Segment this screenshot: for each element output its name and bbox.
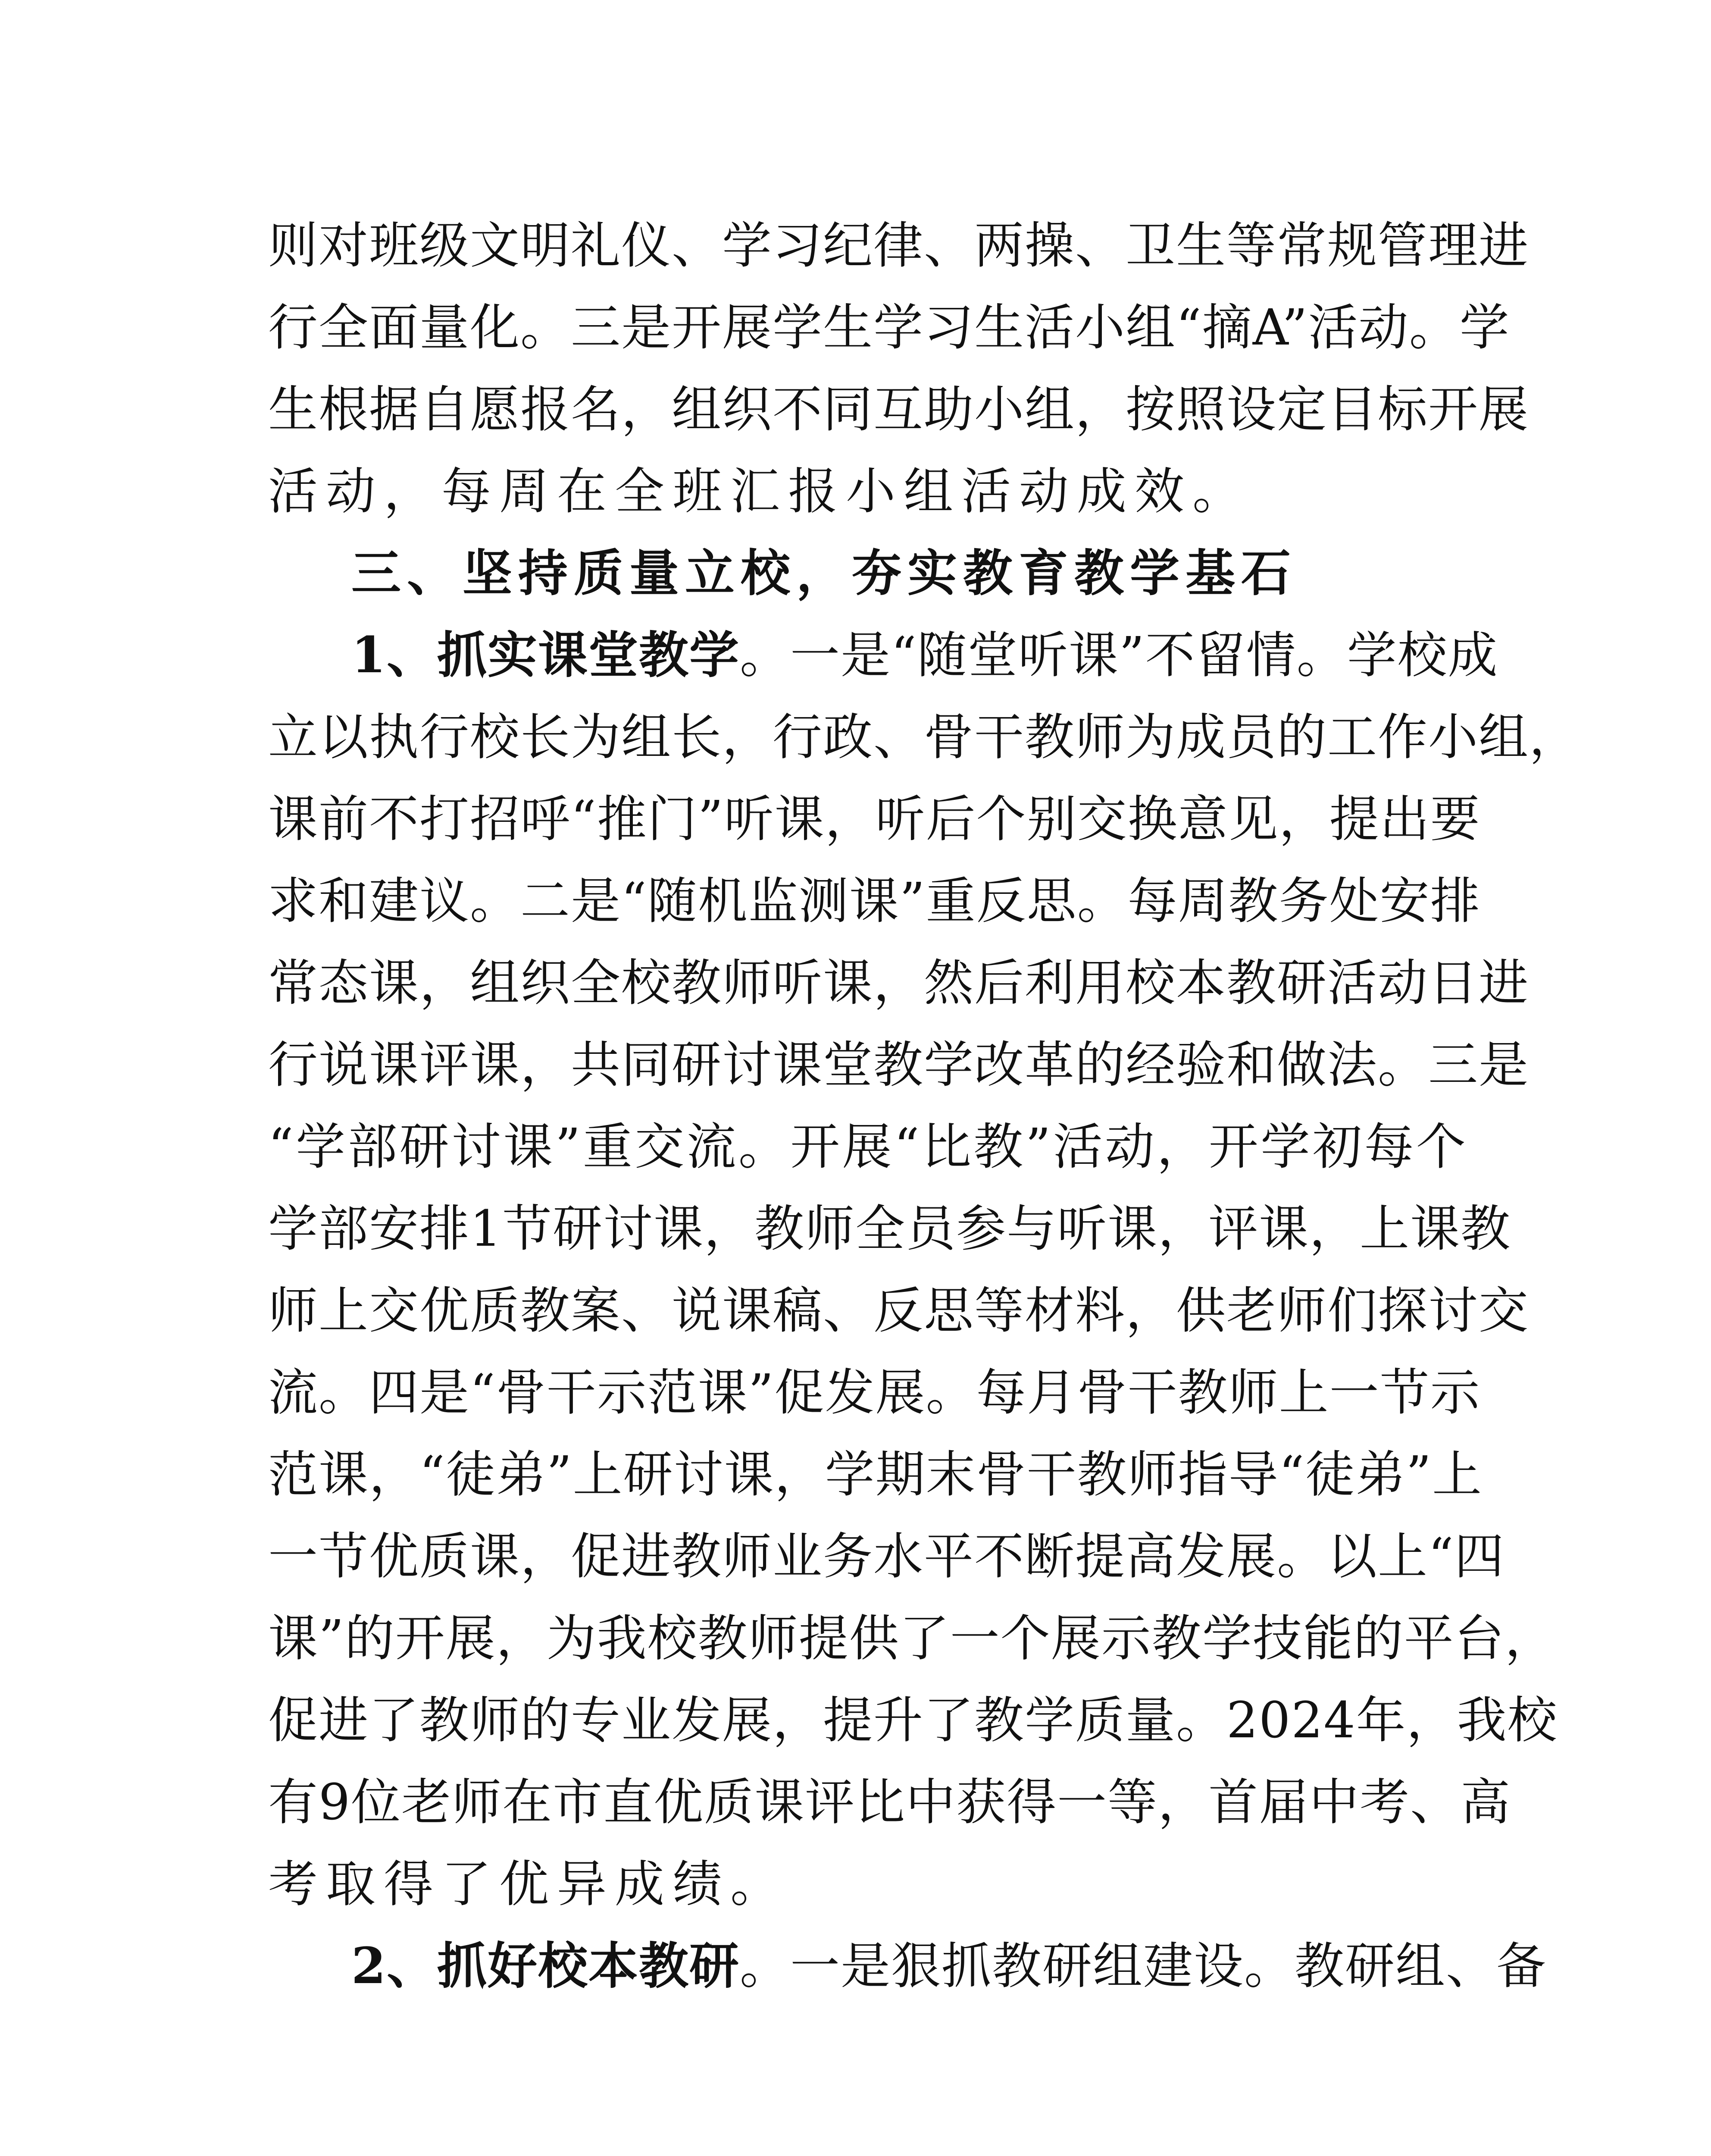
paragraph-line: 流。四是“骨干示范课”促发展。每月骨干教师上一节示: [268, 1364, 1481, 1422]
subsection-lead: 2、抓好校本教研: [351, 1937, 740, 1995]
subsection-lead: 1、抓实课堂教学: [351, 626, 740, 684]
paragraph-line: 一节优质课，促进教师业务水平不断提高发展。以上“四: [268, 1528, 1505, 1586]
paragraph-line: 活动，每周在全班汇报小组活动成效。: [268, 463, 1251, 520]
paragraph-line: 生根据自愿报名，组织不同互助小组，按照设定目标开展: [268, 381, 1530, 439]
paragraph-line: 范课，“徒弟”上研讨课，学期末骨干教师指导“徒弟”上: [268, 1446, 1483, 1504]
paragraph-line: 考取得了优异成绩。: [268, 1855, 788, 1913]
paragraph-line: 有9位老师在市直优质课评比中获得一等，首届中考、高: [268, 1774, 1511, 1831]
paragraph-line: “学部研讨课”重交流。开展“比教”活动，开学初每个: [268, 1118, 1467, 1176]
paragraph-line: 立以执行校长为组长，行政、骨干教师为成员的工作小组，: [268, 708, 1580, 766]
paragraph-first-line: [351, 625, 1498, 686]
paragraph-first-line: [351, 1936, 1547, 1996]
paragraph-line: 课前不打招呼“推门”听课，听后个别交换意见，提出要: [268, 790, 1481, 848]
section-heading: 三、坚持质量立校，夯实教育教学基石: [351, 544, 1297, 602]
paragraph-line: 常态课，组织全校教师听课，然后利用校本教研活动日进: [268, 954, 1530, 1012]
paragraph-line: 师上交优质教案、说课稿、反思等材料，供老师们探讨交: [268, 1282, 1530, 1340]
paragraph-line: 课”的开展，为我校教师提供了一个展示教学技能的平台，: [268, 1610, 1555, 1667]
paragraph-line: 行全面量化。三是开展学生学习生活小组“摘A”活动。学: [268, 299, 1510, 357]
paragraph-line-rest: 。一是狠抓教研组建设。教研组、备: [740, 1937, 1547, 1995]
paragraph-line-rest: 。一是“随堂听课”不留情。学校成: [740, 627, 1498, 684]
paragraph-line: 行说课评课，共同研讨课堂教学改革的经验和做法。三是: [268, 1036, 1530, 1094]
paragraph-line: 促进了教师的专业发展，提升了教学质量。2024年，我校: [268, 1692, 1558, 1749]
paragraph-line: 则对班级文明礼仪、学习纪律、两操、卫生等常规管理进: [268, 217, 1530, 275]
paragraph-line: 求和建议。二是“随机监测课”重反思。每周教务处安排: [268, 872, 1481, 930]
paragraph-line: 学部安排1节研讨课，教师全员参与听课，评课，上课教: [268, 1200, 1511, 1258]
